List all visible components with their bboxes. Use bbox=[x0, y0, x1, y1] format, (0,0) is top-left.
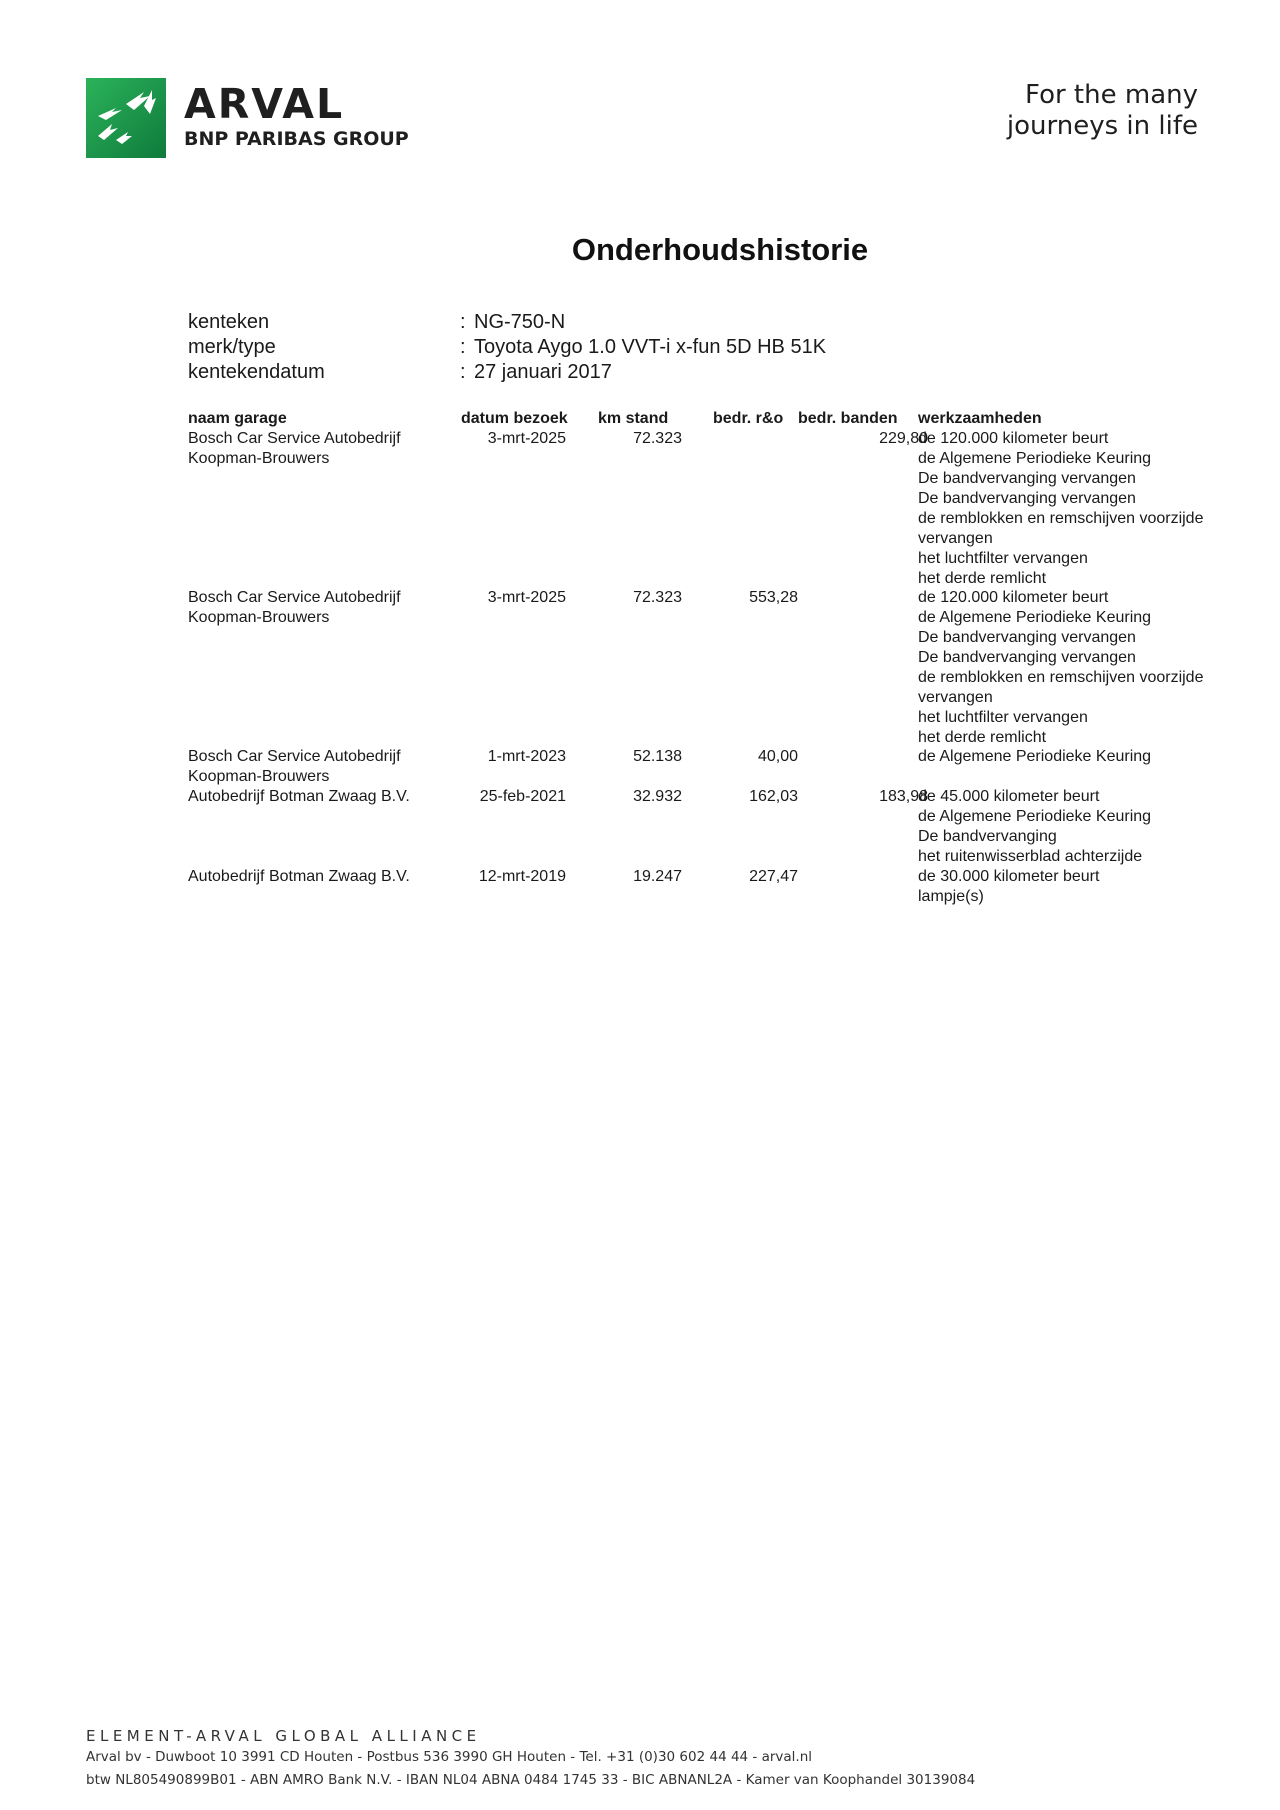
cell-garage: Autobedrijf Botman Zwaag B.V. bbox=[188, 868, 410, 885]
work-item: de Algemene Periodieke Keuring bbox=[918, 609, 1152, 626]
work-item: het luchtfilter vervangen bbox=[918, 550, 1088, 567]
vehicle-value: Toyota Aygo 1.0 VVT-i x-fun 5D HB 51K bbox=[474, 336, 827, 358]
cell-work bbox=[918, 787, 1238, 867]
page-title: Onderhoudshistorie bbox=[571, 232, 869, 267]
cell-date: 25-feb-2021 bbox=[479, 788, 566, 805]
cell-date: 12-mrt-2019 bbox=[478, 868, 566, 885]
cell-garage: Bosch Car Service Autobedrijf Koopman-Brouwers bbox=[188, 748, 401, 785]
arval-logo-icon bbox=[86, 78, 166, 158]
cell-garage: Bosch Car Service Autobedrijf Koopman-Brouwers bbox=[188, 430, 401, 467]
header-banden: bedr. banden bbox=[798, 410, 898, 427]
work-item: de remblokken en remschijven voorzijde vervangen bbox=[918, 510, 1204, 547]
cell-work bbox=[918, 867, 1238, 907]
work-item: het ruitenwisserblad achterzijde bbox=[918, 848, 1143, 865]
work-item: De bandvervanging bbox=[918, 828, 1057, 845]
cell-garage: Bosch Car Service Autobedrijf Koopman-Brouwers bbox=[188, 589, 401, 626]
footer-address: Arval bv - Duwboot 10 3991 CD Houten - Postbus 536 3990 GH Houten - Tel. +31 (0)30 602 44 44 - arval.nl bbox=[86, 1749, 813, 1765]
cell-date: 1-mrt-2023 bbox=[487, 748, 566, 765]
header-ro: bedr. r&o bbox=[713, 410, 784, 427]
vehicle-value: NG-750-N bbox=[474, 311, 566, 333]
vehicle-separator: : bbox=[460, 311, 466, 333]
cell-work bbox=[918, 429, 1238, 589]
cell-km: 19.247 bbox=[633, 868, 682, 885]
vehicle-value: 27 januari 2017 bbox=[474, 361, 612, 383]
footer-registration: btw NL805490899B01 - ABN AMRO Bank N.V. - IBAN NL04 ABNA 0484 1745 33 - BIC ABNANL2A - Kamer van Koophandel 30139084 bbox=[86, 1772, 976, 1788]
cell-work bbox=[918, 588, 1238, 748]
cell-ro: 162,03 bbox=[749, 788, 798, 805]
cell-garage: Autobedrijf Botman Zwaag B.V. bbox=[188, 788, 410, 805]
cell-km: 72.323 bbox=[633, 589, 682, 606]
work-item: lampje(s) bbox=[918, 888, 984, 905]
vehicle-separator: : bbox=[460, 361, 466, 383]
work-item: De bandvervanging vervangen bbox=[918, 470, 1136, 487]
cell-km: 72.323 bbox=[633, 430, 682, 447]
cell-banden: 229,80 bbox=[879, 430, 928, 447]
brand-block bbox=[184, 82, 409, 150]
work-item: de 120.000 kilometer beurt bbox=[918, 589, 1109, 606]
vehicle-label: merk/type bbox=[188, 336, 276, 358]
header-date: datum bezoek bbox=[461, 410, 568, 427]
footer-alliance: ELEMENT-ARVAL GLOBAL ALLIANCE bbox=[86, 1727, 481, 1745]
vehicle-separator: : bbox=[460, 336, 466, 358]
work-item: het derde remlicht bbox=[918, 729, 1047, 746]
brand-group: BNP PARIBAS GROUP bbox=[184, 128, 409, 150]
work-item: de 120.000 kilometer beurt bbox=[918, 430, 1109, 447]
work-item: de Algemene Periodieke Keuring bbox=[918, 748, 1152, 765]
slogan bbox=[1007, 80, 1198, 142]
cell-work bbox=[918, 747, 1238, 767]
work-item: De bandvervanging vervangen bbox=[918, 490, 1136, 507]
footer bbox=[86, 1726, 975, 1792]
cell-date: 3-mrt-2025 bbox=[487, 430, 566, 447]
work-item: de remblokken en remschijven voorzijde vervangen bbox=[918, 669, 1204, 706]
cell-km: 52.138 bbox=[633, 748, 682, 765]
slogan-line-2: journeys in life bbox=[1006, 111, 1198, 141]
work-item: de Algemene Periodieke Keuring bbox=[918, 808, 1152, 825]
work-item: de 30.000 kilometer beurt bbox=[918, 868, 1100, 885]
work-item: het derde remlicht bbox=[918, 570, 1047, 587]
cell-km: 32.932 bbox=[633, 788, 682, 805]
cell-ro: 40,00 bbox=[757, 748, 798, 765]
work-item: De bandvervanging vervangen bbox=[918, 629, 1136, 646]
vehicle-label: kenteken bbox=[188, 311, 270, 333]
slogan-line-1: For the many bbox=[1025, 80, 1198, 110]
work-item: de 45.000 kilometer beurt bbox=[918, 788, 1100, 805]
work-item: De bandvervanging vervangen bbox=[918, 649, 1136, 666]
header-garage: naam garage bbox=[188, 410, 287, 427]
cell-ro: 553,28 bbox=[749, 589, 798, 606]
work-item: de Algemene Periodieke Keuring bbox=[918, 450, 1152, 467]
header-work: werkzaamheden bbox=[918, 410, 1042, 427]
vehicle-label: kentekendatum bbox=[188, 361, 325, 383]
cell-banden: 183,98 bbox=[879, 788, 928, 805]
cell-ro: 227,47 bbox=[749, 868, 798, 885]
header-km: km stand bbox=[598, 410, 669, 427]
brand-name: ARVAL bbox=[184, 80, 345, 128]
cell-date: 3-mrt-2025 bbox=[487, 589, 566, 606]
work-item: het luchtfilter vervangen bbox=[918, 709, 1088, 726]
